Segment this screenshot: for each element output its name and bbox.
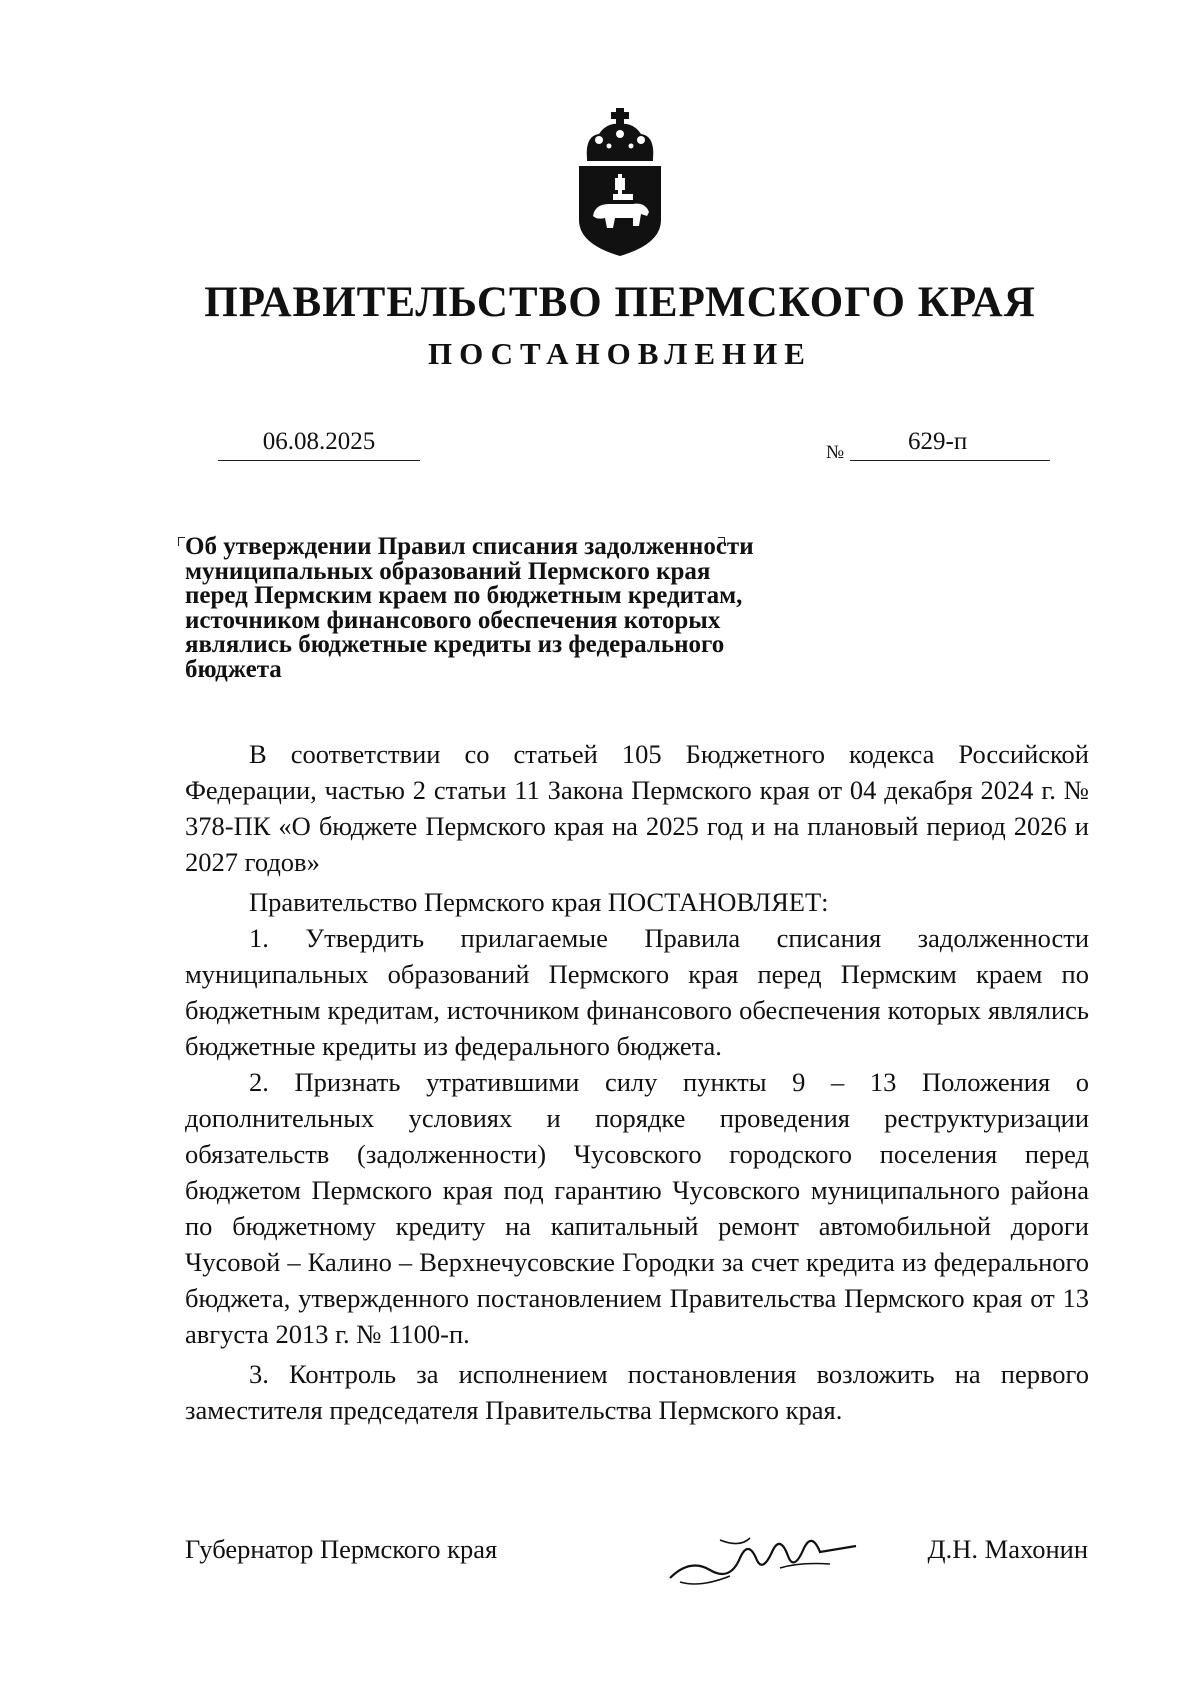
document-number-field [850,428,1050,461]
item-2-paragraph: 2. Признать утратившими силу пункты 9 – 13 Положения о дополнительных условиях и порядке проведения реструктуризации обязательств (задолженности) Чусовского городского поселения перед бюджетом Пермского края под гарантию Чусовского муниципального района по бюджетному кредиту на капитальный ремонт автомобильной дороги Чусовой – Калино – Верхнечусовские Городки за счет кредита из федерального бюджета, утвержденного постановлением Правительства Пермского края от 13 августа 2013 г. № 1100-п. [185,1067,1089,1349]
subject-line: перед Пермским краем по бюджетным кредитам, [185,582,743,609]
number-label: № [826,442,845,463]
subject-line: являлись бюджетные кредиты из федерального [185,631,725,658]
signature-icon [660,1518,860,1594]
subject-line: муниципальных образований Пермского края [185,557,711,585]
coat-of-arms-icon [575,108,665,258]
subject-corner-mark-left [178,537,185,546]
document-body [185,736,1089,1428]
signer-name: Д.Н. Махонин [927,1534,1088,1564]
subject-line: бюджета [185,655,282,683]
resolves-paragraph: Правительство Пермского края ПОСТАНОВЛЯЕТ: [249,887,829,917]
item-1-paragraph: 1. Утвердить прилагаемые Правила списания задолженности муниципальных образований Пермского края перед Пермским краем по бюджетным кредитам, источником финансового обеспечения которых являлись бюджетные кредиты из федерального бюджета. [185,923,1089,1061]
preamble-paragraph: В соответствии со статьей 105 Бюджетного кодекса Российской Федерации, частью 2 статьи 11 Закона Пермского края от 04 декабря 2024 г. № 378-ПК «О бюджете Пермского края на 2025 год и на плановый период 2026 и 2027 годов» [185,739,1089,877]
signer-position: Губернатор Пермского края [185,1534,498,1564]
organization-title: ПРАВИТЕЛЬСТВО ПЕРМСКОГО КРАЯ [204,279,1036,326]
subject-line: Об утверждении Правил списания задолженности [185,533,754,560]
document-number: 629-п [908,428,968,455]
item-3-paragraph: 3. Контроль за исполнением постановления возложить на первого заместителя председателя Правительства Пермского края. [185,1359,1089,1425]
subject-line: источником финансового обеспечения которых [185,606,721,634]
document-type: ПОСТАНОВЛЕНИЕ [428,336,812,371]
document-subject [185,535,865,682]
document-date: 06.08.2025 [218,428,420,461]
